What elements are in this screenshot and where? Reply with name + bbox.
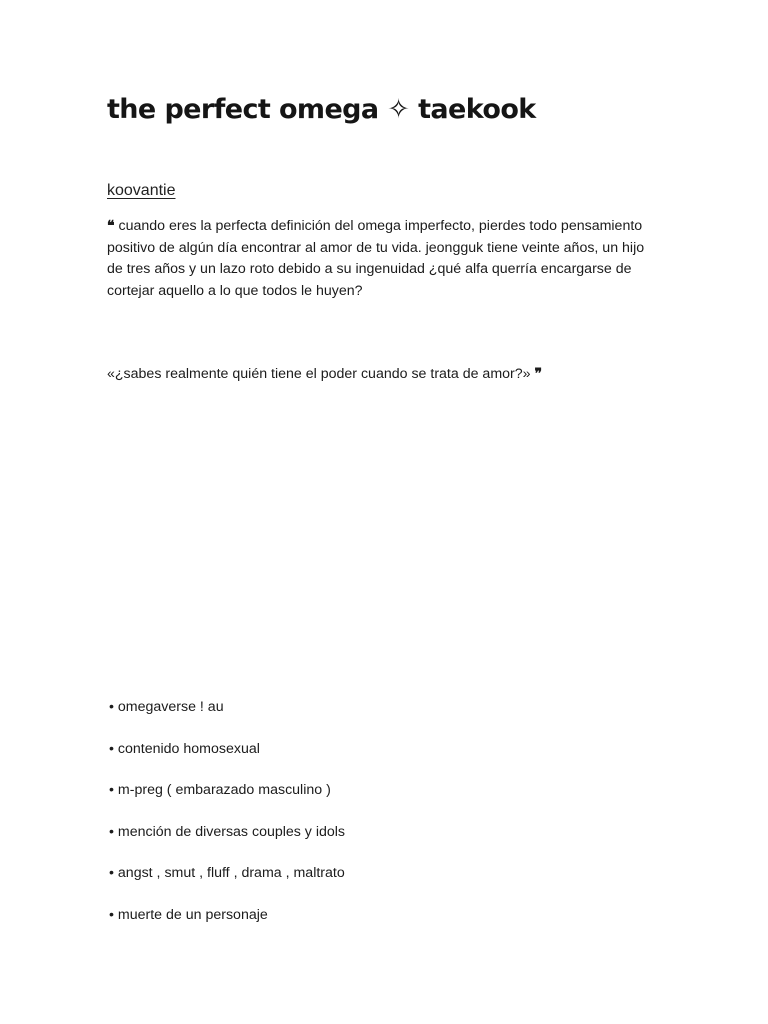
close-quote-icon: ❞: [534, 366, 543, 382]
summary-text: cuando eres la perfecta definición del omega imperfecto, pierdes todo pensamiento positivo de algún día encontrar al amor de tu vida. jeongguk tiene veinte años, un hijo de tres años y un lazo roto debido a su ingenuidad ¿qué alfa querría encargarse de cortejar aquello a lo que todos le huyen?: [107, 218, 645, 299]
list-item: • omegaverse ! au: [109, 699, 224, 715]
author-link[interactable]: koovantie: [107, 182, 176, 199]
list-item: • angst , smut , fluff , drama , maltrato: [109, 865, 345, 882]
open-quote-icon: ❝: [107, 218, 115, 234]
story-tagline: [107, 364, 542, 385]
tagline-text: «¿sabes realmente quién tiene el poder cuando se trata de amor?»: [107, 366, 535, 382]
story-summary: [107, 216, 652, 302]
list-item: • contenido homosexual: [109, 740, 260, 757]
list-item: • mención de diversas couples y idols: [109, 823, 346, 840]
content-warnings-list: [109, 698, 345, 948]
story-title: the perfect omega ✧ taekook: [107, 94, 536, 125]
list-item: • muerte de un personaje: [109, 906, 268, 923]
list-item: • m-preg ( embarazado masculino ): [109, 782, 331, 799]
